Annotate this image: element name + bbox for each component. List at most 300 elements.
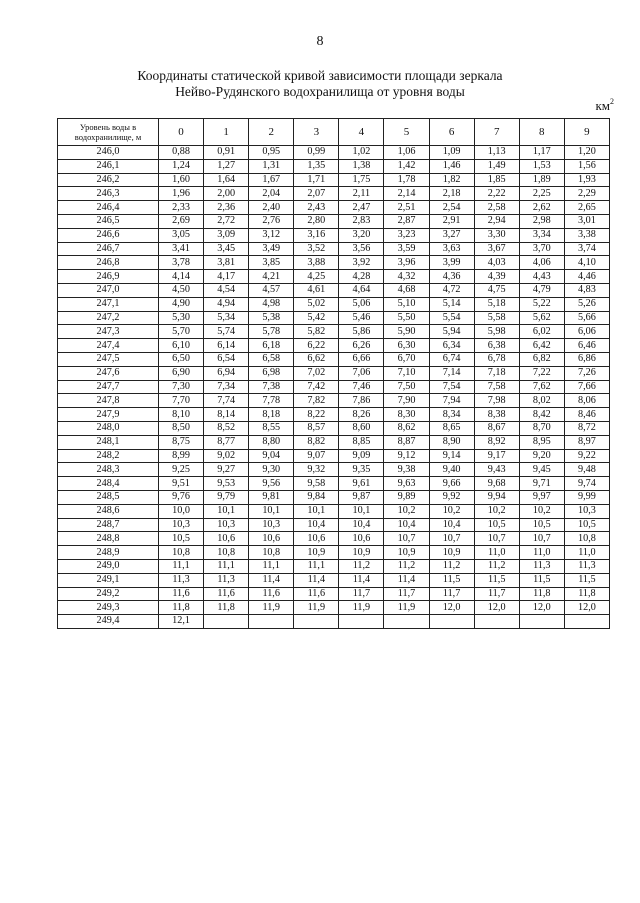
area-value-cell: 1,35 [294, 159, 339, 173]
area-value-cell: 5,54 [429, 311, 474, 325]
area-value-cell: 11,2 [384, 559, 429, 573]
area-value-cell: 4,83 [564, 283, 609, 297]
area-value-cell: 9,12 [384, 449, 429, 463]
area-value-cell [384, 615, 429, 629]
area-value-cell: 8,14 [204, 408, 249, 422]
area-value-cell [564, 615, 609, 629]
area-value-cell: 8,02 [519, 394, 564, 408]
table-row [58, 201, 610, 215]
area-value-cell: 9,68 [474, 477, 519, 491]
area-value-cell: 1,24 [159, 159, 204, 173]
area-value-cell: 2,43 [294, 201, 339, 215]
area-value-cell: 11,4 [294, 573, 339, 587]
area-value-cell: 1,67 [249, 173, 294, 187]
level-cell: 247,0 [58, 283, 159, 297]
area-value-cell: 10,1 [204, 504, 249, 518]
area-value-cell: 5,26 [564, 297, 609, 311]
area-value-cell: 11,2 [339, 559, 384, 573]
area-value-cell: 8,60 [339, 421, 384, 435]
area-value-cell: 2,40 [249, 201, 294, 215]
area-value-cell: 10,8 [204, 546, 249, 560]
area-value-cell: 1,49 [474, 159, 519, 173]
table-row [58, 504, 610, 518]
area-value-cell: 11,9 [339, 601, 384, 615]
unit-exponent: 2 [610, 97, 614, 106]
area-value-cell: 1,60 [159, 173, 204, 187]
area-value-cell: 12,1 [159, 615, 204, 629]
area-value-cell: 10,1 [294, 504, 339, 518]
area-value-cell: 1,71 [294, 173, 339, 187]
area-value-cell: 11,6 [204, 587, 249, 601]
area-value-cell: 10,1 [249, 504, 294, 518]
area-value-cell: 3,45 [204, 242, 249, 256]
area-value-cell: 2,98 [519, 214, 564, 228]
area-value-cell: 4,46 [564, 270, 609, 284]
area-value-cell: 6,46 [564, 339, 609, 353]
area-value-cell: 6,02 [519, 325, 564, 339]
area-value-cell: 10,7 [519, 532, 564, 546]
area-value-cell: 10,3 [249, 518, 294, 532]
table-row [58, 408, 610, 422]
area-value-cell: 8,06 [564, 394, 609, 408]
area-value-cell: 4,57 [249, 283, 294, 297]
area-value-cell: 8,55 [249, 421, 294, 435]
area-value-cell: 4,75 [474, 283, 519, 297]
area-value-cell: 8,85 [339, 435, 384, 449]
table-row [58, 283, 610, 297]
area-value-cell: 7,34 [204, 380, 249, 394]
area-value-cell [429, 615, 474, 629]
level-cell: 246,4 [58, 201, 159, 215]
area-value-cell: 9,89 [384, 490, 429, 504]
table-row [58, 270, 610, 284]
area-value-cell: 8,95 [519, 435, 564, 449]
area-value-cell: 8,10 [159, 408, 204, 422]
area-value-cell: 2,94 [474, 214, 519, 228]
area-value-cell: 7,30 [159, 380, 204, 394]
area-value-cell: 10,4 [339, 518, 384, 532]
area-value-cell: 7,06 [339, 366, 384, 380]
area-value-cell: 7,46 [339, 380, 384, 394]
area-value-cell: 7,42 [294, 380, 339, 394]
table-row [58, 546, 610, 560]
level-cell: 247,4 [58, 339, 159, 353]
area-value-cell: 3,30 [474, 228, 519, 242]
level-cell: 247,3 [58, 325, 159, 339]
level-cell: 247,8 [58, 394, 159, 408]
table-row [58, 366, 610, 380]
title-line-1: Координаты статической кривой зависимости площади зеркала [137, 68, 503, 83]
area-value-cell: 6,70 [384, 352, 429, 366]
area-value-cell: 0,88 [159, 146, 204, 160]
area-value-cell: 4,25 [294, 270, 339, 284]
area-value-cell: 5,14 [429, 297, 474, 311]
area-value-cell: 10,1 [339, 504, 384, 518]
area-value-cell: 11,7 [339, 587, 384, 601]
area-value-cell: 5,10 [384, 297, 429, 311]
level-cell: 249,0 [58, 559, 159, 573]
table-row [58, 615, 610, 629]
area-value-cell: 9,61 [339, 477, 384, 491]
area-value-cell: 11,8 [519, 587, 564, 601]
area-value-cell: 3,99 [429, 256, 474, 270]
level-cell: 249,4 [58, 615, 159, 629]
area-value-cell: 5,90 [384, 325, 429, 339]
area-value-cell: 4,03 [474, 256, 519, 270]
area-value-cell: 4,28 [339, 270, 384, 284]
area-value-cell: 7,58 [474, 380, 519, 394]
area-value-cell: 11,9 [249, 601, 294, 615]
area-value-cell: 2,00 [204, 187, 249, 201]
area-value-cell: 4,10 [564, 256, 609, 270]
area-value-cell: 3,41 [159, 242, 204, 256]
area-value-cell: 2,47 [339, 201, 384, 215]
area-value-cell: 5,74 [204, 325, 249, 339]
area-value-cell: 1,42 [384, 159, 429, 173]
area-value-cell: 1,17 [519, 146, 564, 160]
level-cell: 248,8 [58, 532, 159, 546]
area-value-cell: 7,82 [294, 394, 339, 408]
column-header: 9 [564, 119, 609, 146]
level-cell: 247,6 [58, 366, 159, 380]
area-value-cell: 5,78 [249, 325, 294, 339]
area-value-cell: 8,80 [249, 435, 294, 449]
area-value-cell: 3,63 [429, 242, 474, 256]
area-value-cell: 8,65 [429, 421, 474, 435]
area-value-cell: 11,9 [294, 601, 339, 615]
level-cell: 247,5 [58, 352, 159, 366]
area-value-cell: 10,4 [294, 518, 339, 532]
area-value-cell: 7,14 [429, 366, 474, 380]
area-value-cell: 9,79 [204, 490, 249, 504]
area-value-cell: 12,0 [429, 601, 474, 615]
area-value-cell: 2,18 [429, 187, 474, 201]
area-value-cell: 3,56 [339, 242, 384, 256]
level-cell: 247,7 [58, 380, 159, 394]
area-value-cell: 1,46 [429, 159, 474, 173]
area-value-cell: 11,0 [519, 546, 564, 560]
table-row [58, 601, 610, 615]
title-line-2: Нейво-Рудянского водохранилища от уровня воды [175, 84, 465, 99]
area-value-cell: 7,54 [429, 380, 474, 394]
area-value-cell: 5,50 [384, 311, 429, 325]
area-value-cell: 11,8 [159, 601, 204, 615]
area-value-cell: 9,35 [339, 463, 384, 477]
table-row [58, 297, 610, 311]
level-cell: 248,9 [58, 546, 159, 560]
area-value-cell: 11,1 [159, 559, 204, 573]
area-value-cell: 9,92 [429, 490, 474, 504]
area-value-cell: 1,85 [474, 173, 519, 187]
table-row [58, 394, 610, 408]
area-value-cell: 11,2 [474, 559, 519, 573]
area-value-cell: 10,2 [519, 504, 564, 518]
area-value-cell: 11,2 [429, 559, 474, 573]
level-cell: 246,6 [58, 228, 159, 242]
area-value-cell: 3,23 [384, 228, 429, 242]
area-value-cell: 9,07 [294, 449, 339, 463]
area-value-cell: 9,02 [204, 449, 249, 463]
table-row [58, 421, 610, 435]
area-value-cell: 9,14 [429, 449, 474, 463]
area-value-cell: 4,68 [384, 283, 429, 297]
area-value-cell: 1,96 [159, 187, 204, 201]
table-row [58, 339, 610, 353]
column-header: 6 [429, 119, 474, 146]
unit-label [595, 97, 614, 114]
level-header-line-2: водохранилище, м [74, 132, 142, 142]
area-value-cell: 8,22 [294, 408, 339, 422]
area-value-cell: 9,99 [564, 490, 609, 504]
level-cell: 248,4 [58, 477, 159, 491]
area-value-cell: 1,93 [564, 173, 609, 187]
area-value-cell: 7,78 [249, 394, 294, 408]
area-value-cell: 4,39 [474, 270, 519, 284]
area-value-cell: 9,56 [249, 477, 294, 491]
area-value-cell: 4,54 [204, 283, 249, 297]
area-value-cell: 5,06 [339, 297, 384, 311]
area-value-cell: 7,66 [564, 380, 609, 394]
area-value-cell: 4,32 [384, 270, 429, 284]
area-value-cell: 10,8 [249, 546, 294, 560]
area-value-cell: 1,31 [249, 159, 294, 173]
area-value-cell: 6,86 [564, 352, 609, 366]
area-value-cell: 4,90 [159, 297, 204, 311]
area-value-cell: 5,62 [519, 311, 564, 325]
level-column-header [58, 119, 159, 146]
area-value-cell: 6,54 [204, 352, 249, 366]
area-value-cell: 3,09 [204, 228, 249, 242]
area-value-cell: 3,16 [294, 228, 339, 242]
area-value-cell: 9,25 [159, 463, 204, 477]
area-value-cell: 8,50 [159, 421, 204, 435]
area-value-cell: 5,86 [339, 325, 384, 339]
area-value-cell: 6,42 [519, 339, 564, 353]
area-value-cell: 11,1 [294, 559, 339, 573]
area-value-cell: 6,14 [204, 339, 249, 353]
level-cell: 246,2 [58, 173, 159, 187]
column-header: 5 [384, 119, 429, 146]
area-value-cell: 9,51 [159, 477, 204, 491]
area-value-cell: 12,0 [564, 601, 609, 615]
area-value-cell: 1,75 [339, 173, 384, 187]
area-value-cell: 5,46 [339, 311, 384, 325]
area-value-cell: 1,78 [384, 173, 429, 187]
area-value-cell: 7,74 [204, 394, 249, 408]
area-value-cell: 2,76 [249, 214, 294, 228]
area-value-cell: 8,46 [564, 408, 609, 422]
area-value-cell: 10,0 [159, 504, 204, 518]
area-value-cell: 8,26 [339, 408, 384, 422]
area-value-cell: 7,86 [339, 394, 384, 408]
table-row [58, 463, 610, 477]
area-value-cell: 11,6 [249, 587, 294, 601]
area-value-cell: 3,96 [384, 256, 429, 270]
area-value-cell: 8,57 [294, 421, 339, 435]
area-value-cell: 6,94 [204, 366, 249, 380]
area-value-cell: 11,1 [204, 559, 249, 573]
area-value-cell: 8,38 [474, 408, 519, 422]
area-value-cell: 11,4 [249, 573, 294, 587]
area-value-cell: 9,38 [384, 463, 429, 477]
table-row [58, 518, 610, 532]
area-value-cell: 9,53 [204, 477, 249, 491]
table-row [58, 187, 610, 201]
area-value-cell: 2,22 [474, 187, 519, 201]
area-value-cell: 5,70 [159, 325, 204, 339]
area-value-cell: 6,74 [429, 352, 474, 366]
area-value-cell: 6,30 [384, 339, 429, 353]
area-value-cell: 9,66 [429, 477, 474, 491]
area-value-cell: 12,0 [474, 601, 519, 615]
area-value-cell: 3,49 [249, 242, 294, 256]
area-value-cell: 10,6 [204, 532, 249, 546]
level-cell: 246,9 [58, 270, 159, 284]
level-cell: 246,5 [58, 214, 159, 228]
table-row [58, 449, 610, 463]
area-value-cell: 2,69 [159, 214, 204, 228]
area-value-cell: 10,2 [429, 504, 474, 518]
table-header-row [58, 119, 610, 146]
area-value-cell: 8,34 [429, 408, 474, 422]
area-value-cell: 4,79 [519, 283, 564, 297]
level-cell: 249,2 [58, 587, 159, 601]
area-value-cell: 7,90 [384, 394, 429, 408]
area-value-cell: 6,34 [429, 339, 474, 353]
area-value-cell: 8,99 [159, 449, 204, 463]
area-value-cell: 3,85 [249, 256, 294, 270]
area-value-cell: 1,64 [204, 173, 249, 187]
level-cell: 246,3 [58, 187, 159, 201]
column-header: 8 [519, 119, 564, 146]
area-value-cell: 6,58 [249, 352, 294, 366]
area-value-cell: 11,3 [564, 559, 609, 573]
area-value-cell: 2,14 [384, 187, 429, 201]
area-value-cell: 7,94 [429, 394, 474, 408]
level-cell: 248,2 [58, 449, 159, 463]
area-value-cell: 10,4 [384, 518, 429, 532]
area-value-cell: 8,82 [294, 435, 339, 449]
area-value-cell: 4,72 [429, 283, 474, 297]
area-value-cell: 3,92 [339, 256, 384, 270]
table-body [58, 146, 610, 629]
area-value-cell: 9,71 [519, 477, 564, 491]
table-row [58, 587, 610, 601]
area-value-cell: 8,92 [474, 435, 519, 449]
area-value-cell: 8,77 [204, 435, 249, 449]
area-value-cell: 6,50 [159, 352, 204, 366]
area-value-cell: 10,5 [159, 532, 204, 546]
area-value-cell: 10,5 [474, 518, 519, 532]
area-value-cell: 6,90 [159, 366, 204, 380]
table-row [58, 325, 610, 339]
area-value-cell: 10,2 [384, 504, 429, 518]
area-value-cell: 3,78 [159, 256, 204, 270]
area-value-cell: 9,27 [204, 463, 249, 477]
level-cell: 247,9 [58, 408, 159, 422]
area-value-cell: 1,13 [474, 146, 519, 160]
table-row [58, 311, 610, 325]
area-value-cell: 9,40 [429, 463, 474, 477]
area-value-cell: 9,81 [249, 490, 294, 504]
area-value-cell: 10,3 [159, 518, 204, 532]
area-value-cell: 2,83 [339, 214, 384, 228]
area-value-cell: 2,54 [429, 201, 474, 215]
area-value-cell: 7,38 [249, 380, 294, 394]
area-value-cell: 11,7 [384, 587, 429, 601]
area-value-cell: 10,5 [519, 518, 564, 532]
area-value-cell: 1,02 [339, 146, 384, 160]
area-value-cell: 6,22 [294, 339, 339, 353]
area-value-cell: 4,94 [204, 297, 249, 311]
level-cell: 247,2 [58, 311, 159, 325]
area-value-cell: 10,7 [384, 532, 429, 546]
area-value-cell: 6,78 [474, 352, 519, 366]
area-value-cell: 1,56 [564, 159, 609, 173]
area-value-cell: 5,02 [294, 297, 339, 311]
table-row [58, 256, 610, 270]
area-value-cell: 2,11 [339, 187, 384, 201]
level-cell: 249,3 [58, 601, 159, 615]
level-header-line-1: Уровень воды в [79, 122, 137, 132]
area-value-cell: 11,0 [564, 546, 609, 560]
level-cell: 248,6 [58, 504, 159, 518]
area-value-cell: 4,17 [204, 270, 249, 284]
area-value-cell [294, 615, 339, 629]
area-value-cell: 5,94 [429, 325, 474, 339]
area-value-cell: 9,63 [384, 477, 429, 491]
area-value-cell: 6,26 [339, 339, 384, 353]
area-value-cell: 2,58 [474, 201, 519, 215]
area-value-cell: 9,32 [294, 463, 339, 477]
area-value-cell: 7,50 [384, 380, 429, 394]
area-value-cell: 6,06 [564, 325, 609, 339]
area-value-cell: 2,87 [384, 214, 429, 228]
area-value-cell: 3,67 [474, 242, 519, 256]
area-value-cell: 9,48 [564, 463, 609, 477]
area-value-cell: 7,70 [159, 394, 204, 408]
column-header: 7 [474, 119, 519, 146]
area-value-cell: 11,8 [564, 587, 609, 601]
area-value-cell: 3,20 [339, 228, 384, 242]
level-cell: 246,1 [58, 159, 159, 173]
area-value-cell: 9,09 [339, 449, 384, 463]
area-value-cell: 2,65 [564, 201, 609, 215]
area-value-cell: 9,45 [519, 463, 564, 477]
area-value-cell: 1,53 [519, 159, 564, 173]
area-value-cell: 9,97 [519, 490, 564, 504]
area-value-cell [519, 615, 564, 629]
area-value-cell: 1,82 [429, 173, 474, 187]
table-row [58, 532, 610, 546]
area-value-cell: 8,42 [519, 408, 564, 422]
area-value-cell: 4,14 [159, 270, 204, 284]
table-row [58, 146, 610, 160]
area-value-cell: 1,06 [384, 146, 429, 160]
area-value-cell: 10,2 [474, 504, 519, 518]
table-row [58, 214, 610, 228]
table-row [58, 573, 610, 587]
area-value-cell: 6,62 [294, 352, 339, 366]
area-value-cell: 5,66 [564, 311, 609, 325]
area-value-cell: 5,98 [474, 325, 519, 339]
column-header: 1 [204, 119, 249, 146]
area-value-cell: 10,9 [384, 546, 429, 560]
area-value-cell: 4,43 [519, 270, 564, 284]
area-value-cell: 3,05 [159, 228, 204, 242]
area-value-cell: 2,04 [249, 187, 294, 201]
unit-base: км [595, 98, 610, 113]
